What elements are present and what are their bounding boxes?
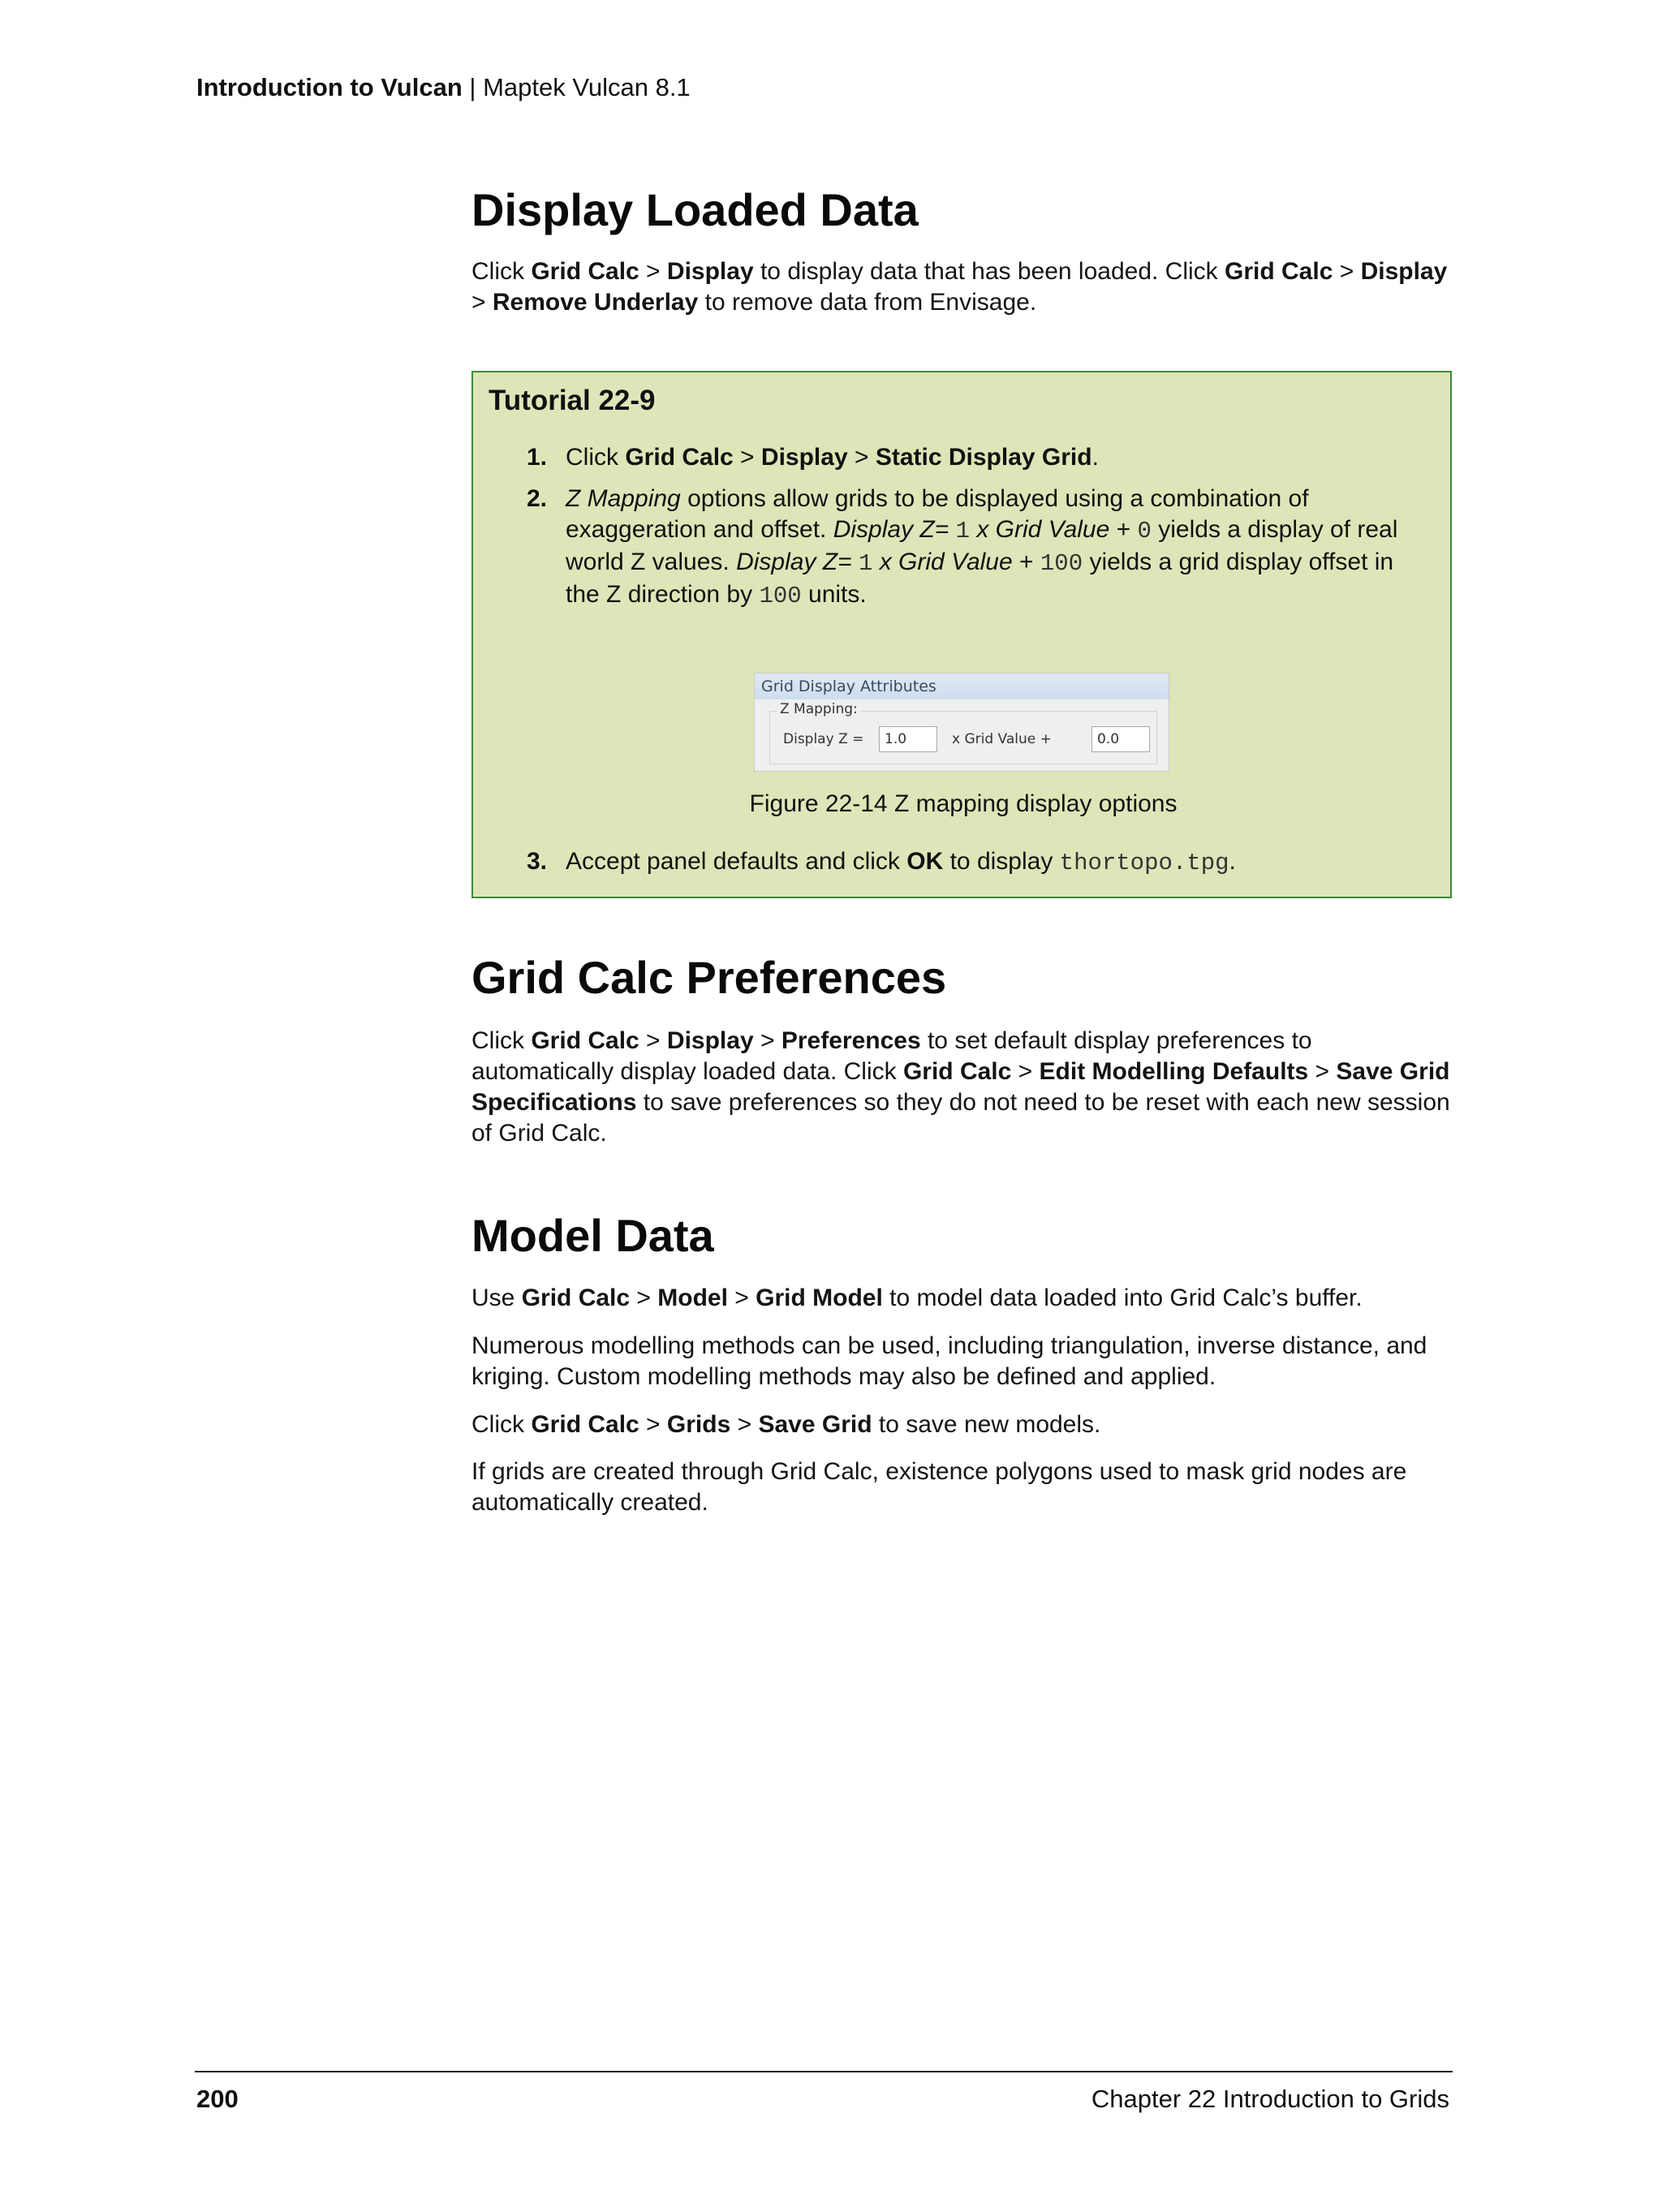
menu-term: Remove Underlay xyxy=(492,289,699,316)
text: Accept panel defaults and click xyxy=(566,848,907,875)
term: x Grid Value xyxy=(976,516,1110,543)
text: Click xyxy=(566,444,626,471)
term: Display Z= xyxy=(833,516,949,543)
step-number: 3. xyxy=(527,848,548,875)
code-value: 1 xyxy=(858,550,873,577)
text xyxy=(949,516,955,543)
text: to display data that has been loaded. Click xyxy=(753,258,1225,285)
text: to save new models. xyxy=(872,1411,1101,1438)
menu-term: Save Grid Specifications xyxy=(471,1058,1450,1116)
z-mapping-group xyxy=(769,701,1157,764)
text: > xyxy=(639,258,667,285)
text: units. xyxy=(801,581,867,608)
text: > xyxy=(471,289,493,316)
text: > xyxy=(639,1027,667,1054)
term: Display Z= xyxy=(736,549,852,575)
menu-term: Save Grid xyxy=(758,1411,872,1438)
header-separator: | xyxy=(462,73,484,101)
text: > xyxy=(733,444,761,471)
grid-display-attributes-dialog xyxy=(754,673,1169,772)
text: Use xyxy=(471,1285,522,1311)
text: Click xyxy=(471,1411,532,1438)
text: yields a grid display offset in the Z direction by xyxy=(566,549,1394,608)
text: Click xyxy=(471,258,532,285)
text: > xyxy=(727,1285,756,1311)
offset-input[interactable]: 0.0 xyxy=(1091,726,1150,752)
menu-term: Display xyxy=(1360,258,1448,285)
menu-term: Model xyxy=(657,1285,728,1311)
section-paragraph: If grids are created through Grid Calc, existence polygons used to mask grid nodes are automatically created. xyxy=(471,1458,1407,1516)
section-title-display-loaded-data: Display Loaded Data xyxy=(471,184,919,235)
text: . xyxy=(1229,848,1236,875)
text: > xyxy=(730,1411,759,1438)
header-product: Maptek Vulcan 8.1 xyxy=(483,73,691,101)
text: to save preferences so they do not need to be reset with each new session of Grid Calc. xyxy=(471,1089,1450,1147)
text: > xyxy=(1333,258,1361,285)
step-text xyxy=(566,846,1427,879)
text: > xyxy=(630,1285,658,1311)
text xyxy=(872,549,879,575)
tutorial-title: Tutorial 22-9 xyxy=(489,385,656,416)
step-text xyxy=(566,442,1427,473)
text xyxy=(852,549,859,575)
section-title-model-data: Model Data xyxy=(471,1210,714,1261)
section-title-grid-calc-preferences: Grid Calc Preferences xyxy=(471,952,947,1003)
text: to model data loaded into Grid Calc’s buffer. xyxy=(882,1285,1363,1311)
section-paragraph xyxy=(471,1409,1453,1440)
running-header xyxy=(196,71,691,104)
text: > xyxy=(1308,1058,1337,1085)
menu-term: Grid Calc xyxy=(521,1285,631,1311)
grid-value-label: x Grid Value + xyxy=(952,731,1052,747)
file-name: thortopo.tpg xyxy=(1059,850,1229,876)
chapter-title: Chapter 22 Introduction to Grids xyxy=(1091,2085,1449,2113)
text: yields a display of real world Z values. xyxy=(566,516,1398,575)
text: to set default display preferences to automatically display loaded data. Click xyxy=(471,1027,1312,1085)
section-paragraph xyxy=(471,256,1453,318)
text: . xyxy=(1091,444,1099,471)
text: + xyxy=(1109,516,1138,543)
text: > xyxy=(847,444,876,471)
text: to remove data from Envisage. xyxy=(698,289,1037,316)
text: > xyxy=(639,1411,667,1438)
figure-caption: Figure 22-14 Z mapping display options xyxy=(749,790,1178,817)
code-value: 100 xyxy=(1040,550,1083,577)
menu-term: Display xyxy=(666,258,754,285)
dialog-title: Grid Display Attributes xyxy=(755,673,1169,699)
display-z-label: Display Z = xyxy=(783,731,864,747)
menu-term: OK xyxy=(906,848,944,875)
menu-term: Grid Calc xyxy=(625,444,734,471)
z-mapping-label: Z Mapping: xyxy=(777,701,861,717)
menu-term: Edit Modelling Defaults xyxy=(1039,1058,1309,1085)
display-z-input[interactable]: 1.0 xyxy=(879,726,937,752)
header-book-title: Introduction to Vulcan xyxy=(196,73,463,101)
text: Click xyxy=(471,1027,532,1054)
text: to display xyxy=(943,848,1060,875)
tutorial-box xyxy=(471,371,1452,898)
z-mapping-row xyxy=(783,726,1150,754)
term: x Grid Value xyxy=(879,549,1013,575)
step-number: 2. xyxy=(527,485,548,512)
text: > xyxy=(753,1027,781,1054)
term: Z Mapping xyxy=(566,485,681,512)
section-paragraph xyxy=(471,1026,1453,1149)
menu-term: Static Display Grid xyxy=(875,444,1092,471)
menu-term: Preferences xyxy=(781,1027,921,1054)
menu-term: Display xyxy=(760,444,848,471)
menu-term: Grid Model xyxy=(756,1285,883,1311)
text: + xyxy=(1012,549,1040,575)
menu-term: Grid Calc xyxy=(1225,258,1333,285)
code-value: 0 xyxy=(1137,518,1152,544)
menu-term: Grid Calc xyxy=(531,1411,639,1438)
footer-divider xyxy=(195,2071,1453,2072)
text: options allow grids to be displayed using a combination of exaggeration and offset. xyxy=(566,485,1309,543)
section-paragraph: Numerous modelling methods can be used, including triangulation, inverse distance, and kriging. Custom modelling methods may also be defined and applied. xyxy=(471,1332,1427,1390)
page-number: 200 xyxy=(196,2085,239,2113)
menu-term: Grid Calc xyxy=(531,1027,639,1054)
section-paragraph xyxy=(471,1283,1453,1314)
menu-term: Grid Calc xyxy=(531,258,639,285)
code-value: 1 xyxy=(955,518,970,544)
text: > xyxy=(1011,1058,1040,1085)
step-text xyxy=(566,484,1427,612)
step-number: 1. xyxy=(527,444,548,471)
menu-term: Grid Calc xyxy=(902,1058,1012,1085)
menu-term: Grids xyxy=(666,1411,731,1438)
code-value: 100 xyxy=(759,583,802,609)
menu-term: Display xyxy=(666,1027,754,1054)
